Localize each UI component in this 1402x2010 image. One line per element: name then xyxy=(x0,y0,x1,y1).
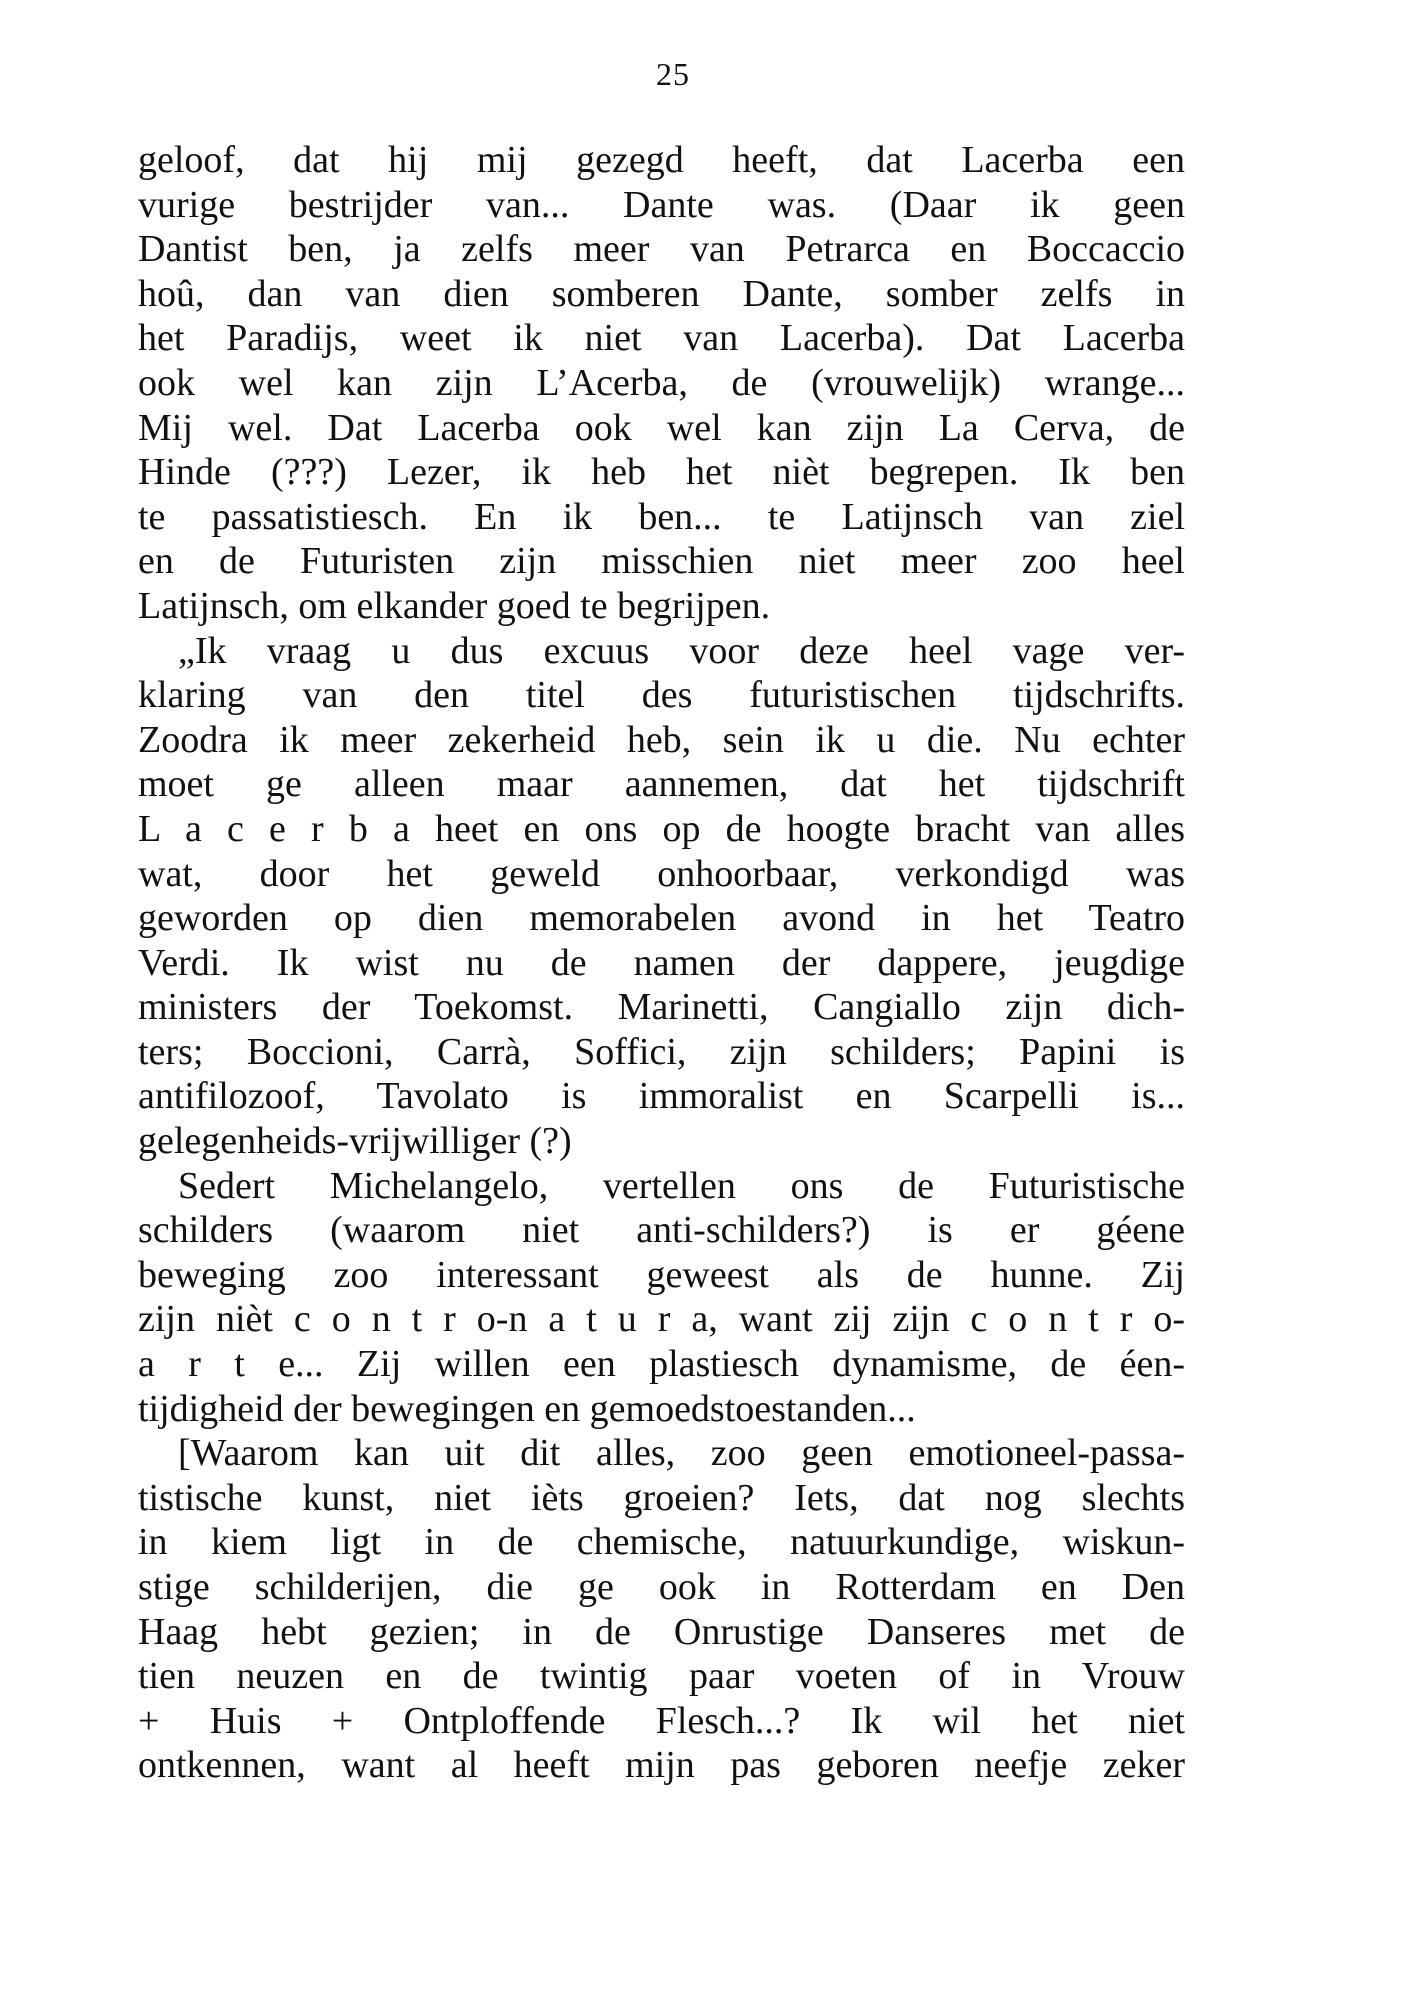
text-line: Sedert Michelangelo, vertellen ons de Futuristische xyxy=(178,1164,1185,1207)
text-line: moet ge alleen maar aannemen, dat het tijdschrift xyxy=(138,763,1185,806)
text-line: zijn nièt c o n t r o-n a t u r a, want zij zijn c o n t r o- xyxy=(138,1298,1185,1341)
text-line: „Ik vraag u dus excuus voor deze heel vage ver- xyxy=(178,629,1185,672)
text-line: Mij wel. Dat Lacerba ook wel kan zijn La Cerva, de xyxy=(138,406,1185,449)
page-number: 25 xyxy=(656,56,690,92)
text-line: a r t e... Zij willen een plastiesch dynamisme, de éen- xyxy=(138,1343,1185,1386)
text-line: te passatistiesch. En ik ben... te Latijnsch van ziel xyxy=(138,495,1185,538)
text-line: tien neuzen en de twintig paar voeten of in Vrouw xyxy=(138,1655,1185,1698)
text-line: Zoodra ik meer zekerheid heb, sein ik u die. Nu echter xyxy=(138,718,1185,761)
text-line: geworden op dien memorabelen avond in het Teatro xyxy=(138,897,1185,940)
text-line: ontkennen, want al heeft mijn pas geboren neefje zeker xyxy=(138,1744,1185,1787)
text-line: ook wel kan zijn L’Acerba, de (vrouwelijk) wrange... xyxy=(138,361,1185,404)
text-line: schilders (waarom niet anti-schilders?) is er géene xyxy=(138,1209,1185,1252)
text-line: in kiem ligt in de chemische, natuurkundige, wiskun- xyxy=(138,1521,1185,1564)
text-line: antifilozoof, Tavolato is immoralist en Scarpelli is... xyxy=(138,1075,1185,1118)
text-line: + Huis + Ontploffende Flesch...? Ik wil het niet xyxy=(138,1699,1185,1742)
text-line: het Paradijs, weet ik niet van Lacerba). Dat Lacerba xyxy=(138,317,1185,360)
text-line: tijdigheid der bewegingen en gemoedstoestanden... xyxy=(138,1387,916,1430)
text-line: L a c e r b a heet en ons op de hoogte bracht van alles xyxy=(138,807,1185,850)
text-line: tistische kunst, niet ièts groeien? Iets, dat nog slechts xyxy=(138,1476,1185,1519)
text-line: Hinde (???) Lezer, ik heb het nièt begrepen. Ik ben xyxy=(138,451,1185,494)
text-line: hoû, dan van dien somberen Dante, somber zelfs in xyxy=(138,272,1185,315)
text-line: stige schilderijen, die ge ook in Rotterdam en Den xyxy=(138,1566,1185,1608)
text-line: en de Futuristen zijn misschien niet meer zoo heel xyxy=(138,540,1185,583)
text-line: wat, door het geweld onhoorbaar, verkondigd was xyxy=(138,852,1185,895)
text-line: klaring van den titel des futuristischen tijdschrifts. xyxy=(138,674,1185,717)
text-line: ministers der Toekomst. Marinetti, Cangiallo zijn dich- xyxy=(138,986,1185,1029)
text-line: vurige bestrijder van... Dante was. (Daar ik geen xyxy=(138,183,1185,226)
text-line: ters; Boccioni, Carrà, Soffici, zijn schilders; Papini is xyxy=(138,1030,1185,1073)
text-line: beweging zoo interessant geweest als de hunne. Zij xyxy=(138,1253,1185,1296)
text-line: geloof, dat hij mij gezegd heeft, dat Lacerba een xyxy=(138,139,1185,181)
text-line: Haag hebt gezien; in de Onrustige Danseres met de xyxy=(138,1610,1185,1653)
text-line: Latijnsch, om elkander goed te begrijpen. xyxy=(138,584,771,627)
text-line: Verdi. Ik wist nu de namen der dappere, jeugdige xyxy=(138,941,1185,984)
text-line: Dantist ben, ja zelfs meer van Petrarca en Boccaccio xyxy=(138,228,1185,271)
text-line: gelegenheids-vrijwilliger (?) xyxy=(138,1120,572,1163)
body-text xyxy=(138,138,1185,1788)
text-line: [Waarom kan uit dit alles, zoo geen emotioneel-passa- xyxy=(178,1432,1185,1475)
